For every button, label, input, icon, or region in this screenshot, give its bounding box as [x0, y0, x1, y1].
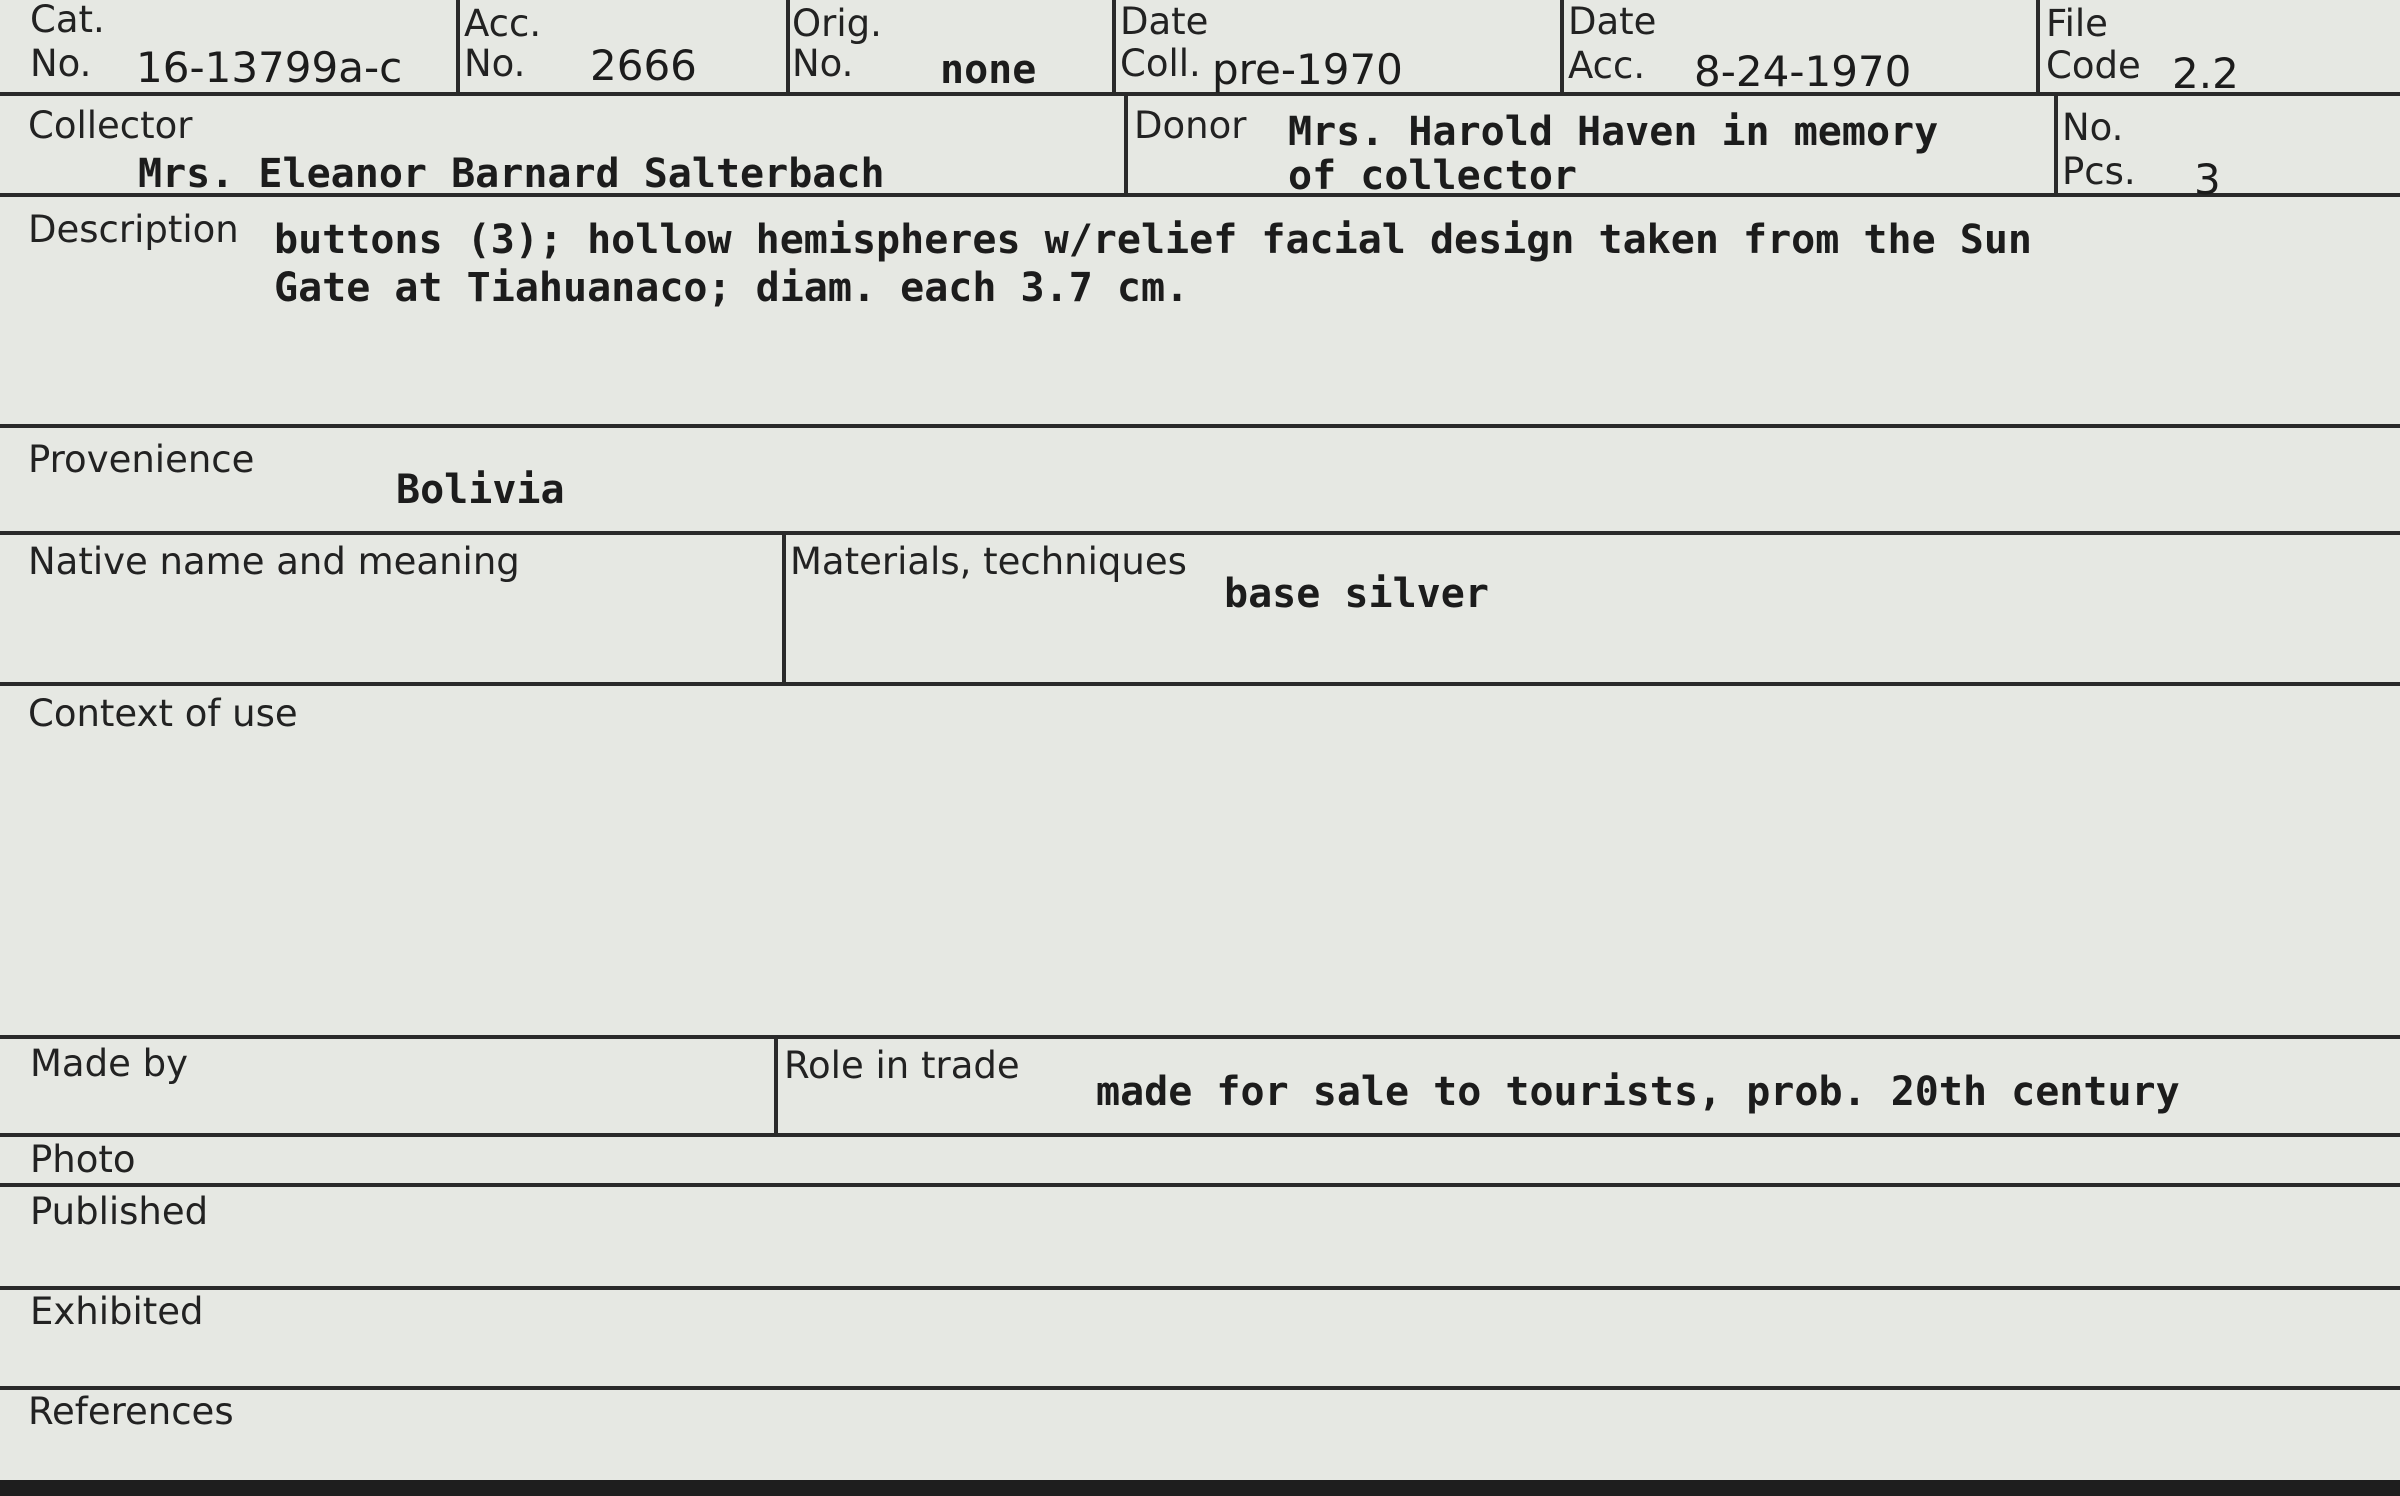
rule-v-dateacc-file: [2036, 0, 2040, 94]
date-coll-label-bottom: Coll.: [1120, 42, 1201, 85]
collector-label: Collector: [28, 104, 193, 147]
rule-native-bottom: [0, 682, 2400, 686]
acc-no-label-top: Acc.: [464, 2, 542, 45]
rule-published-bottom: [0, 1286, 2400, 1290]
date-acc-label-top: Date: [1568, 0, 1657, 43]
materials-value: base silver: [1224, 571, 1489, 617]
native-name-label: Native name and meaning: [28, 540, 520, 583]
date-coll-value: pre-1970: [1212, 45, 1403, 94]
provenience-value: Bolivia: [396, 467, 565, 513]
rule-v-native-materials: [782, 533, 786, 684]
materials-label: Materials, techniques: [790, 540, 1187, 583]
rule-v-collector-donor: [1124, 94, 1128, 195]
rule-v-datecoll-dateacc: [1560, 0, 1564, 94]
rule-v-cat-acc: [456, 0, 460, 94]
rule-provenience-bottom: [0, 531, 2400, 535]
description-value-line1: buttons (3); hollow hemispheres w/relief facial design taken from the Sun: [274, 217, 2032, 263]
pieces-label-top: No.: [2062, 106, 2124, 149]
acc-no-value: 2666: [590, 41, 697, 90]
orig-no-value: none: [940, 47, 1037, 93]
date-acc-value: 8-24-1970: [1694, 47, 1912, 96]
orig-no-label-top: Orig.: [792, 2, 882, 45]
rule-description-bottom: [0, 424, 2400, 428]
rule-v-orig-datecoll: [1112, 0, 1116, 94]
donor-value-line2: of collector: [1288, 153, 1577, 199]
context-label: Context of use: [28, 692, 298, 735]
file-code-label-bottom: Code: [2046, 44, 2141, 87]
rule-context-bottom: [0, 1035, 2400, 1039]
pieces-label-bottom: Pcs.: [2062, 150, 2136, 193]
rule-header-bottom: [0, 92, 2400, 96]
description-value-line2: Gate at Tiahuanaco; diam. each 3.7 cm.: [274, 265, 1190, 311]
donor-value-line1: Mrs. Harold Haven in memory: [1288, 109, 1939, 155]
cat-no-label-bottom: No.: [30, 42, 92, 85]
description-label: Description: [28, 208, 239, 251]
card-bottom-edge: [0, 1480, 2400, 1496]
rule-exhibited-bottom: [0, 1386, 2400, 1390]
cat-no-value: 16-13799a-c: [136, 43, 403, 92]
rule-v-acc-orig: [786, 0, 790, 94]
rule-photo-bottom: [0, 1183, 2400, 1187]
cat-no-label-top: Cat.: [30, 0, 105, 41]
file-code-label-top: File: [2046, 2, 2108, 45]
orig-no-label-bottom: No.: [792, 42, 854, 85]
collector-value: Mrs. Eleanor Barnard Salterbach: [138, 151, 885, 197]
donor-label: Donor: [1134, 104, 1247, 147]
date-acc-label-bottom: Acc.: [1568, 44, 1646, 87]
date-coll-label-top: Date: [1120, 0, 1209, 43]
role-in-trade-label: Role in trade: [784, 1044, 1020, 1087]
exhibited-label: Exhibited: [30, 1290, 204, 1333]
published-label: Published: [30, 1190, 209, 1233]
pieces-value: 3: [2194, 155, 2221, 204]
rule-v-donor-pcs: [2054, 94, 2058, 195]
role-in-trade-value: made for sale to tourists, prob. 20th century: [1096, 1069, 2180, 1115]
photo-label: Photo: [30, 1138, 136, 1181]
acc-no-label-bottom: No.: [464, 42, 526, 85]
file-code-value: 2.2: [2172, 49, 2239, 98]
provenience-label: Provenience: [28, 438, 255, 481]
references-label: References: [28, 1390, 234, 1433]
made-by-label: Made by: [30, 1042, 188, 1085]
rule-v-madeby-role: [774, 1037, 778, 1135]
rule-madeby-bottom: [0, 1133, 2400, 1137]
